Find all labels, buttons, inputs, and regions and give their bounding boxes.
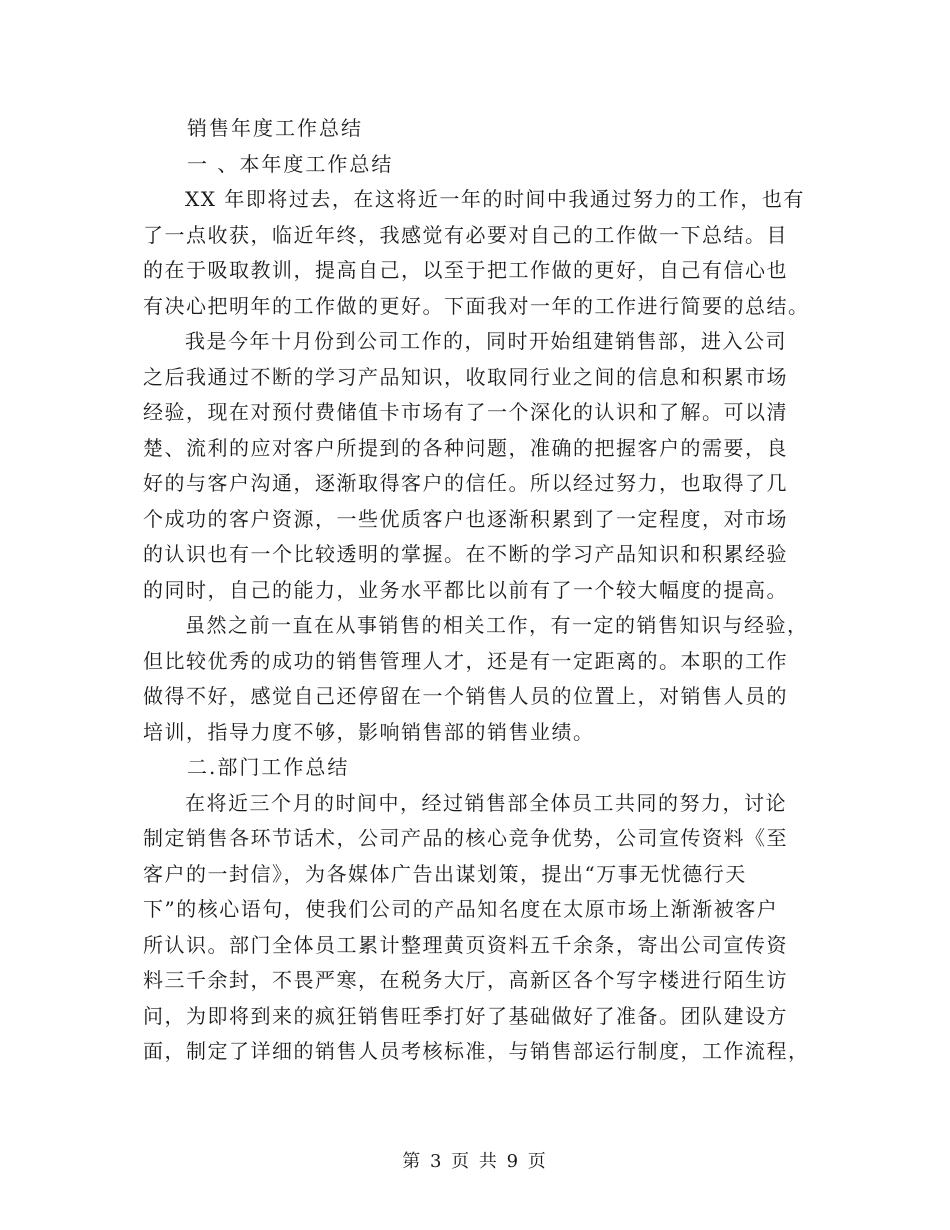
section-heading: 销售年度工作总结 (187, 116, 363, 140)
document-body (143, 111, 813, 1070)
paragraph-line: 培训，指导力度不够，影响销售部的销售业绩。 (143, 719, 595, 744)
paragraph-line: 所认识。部门全体员工累计整理黄页资料五千余条，寄出公司宣传资 (143, 932, 788, 957)
paragraph-line: 虽然之前一直在从事销售的相关工作，有一定的销售知识与经验， (185, 613, 809, 637)
paragraph-line: 但比较优秀的成功的销售管理人才，还是有一定距离的。本职的工作 (143, 648, 788, 673)
paragraph-line: 问，为即将到来的疯狂销售旺季打好了基础做好了准备。团队建设方 (143, 1003, 788, 1028)
paragraph-line: 下”的核心语句，使我们公司的产品知名度在太原市场上渐渐被客户 (143, 897, 779, 921)
paragraph-line: XX 年即将过去，在这将近一年的时间中我通过努力的工作，也有 (185, 187, 805, 211)
section-heading: 一 、本年度工作总结 (187, 151, 394, 176)
page-number-label: 第 3 页 共 9 页 (402, 1151, 548, 1172)
paragraph-line: 有决心把明年的工作做的更好。下面我对一年的工作进行简要的总结。 (143, 293, 810, 318)
page-footer (0, 1147, 950, 1173)
paragraph-line: 个成功的客户资源，一些优质客户也逐渐积累到了一定程度，对市场 (143, 506, 788, 531)
paragraph-line: 料三千余封，不畏严寒，在税务大厅，高新区各个写字楼进行陌生访 (143, 968, 788, 992)
paragraph-line: 的同时，自己的能力，业务水平都比以前有了一个较大幅度的提高。 (143, 577, 788, 602)
paragraph-line: 好的与客户沟通，逐渐取得客户的信任。所以经过努力，也取得了几 (143, 471, 788, 495)
paragraph-line: 制定销售各环节话术，公司产品的核心竞争优势，公司宣传资料《至 (143, 826, 788, 850)
paragraph-line: 面，制定了详细的销售人员考核标准，与销售部运行制度，工作流程， (143, 1039, 810, 1063)
paragraph-line: 做得不好，感觉自己还停留在一个销售人员的位置上，对销售人员的 (143, 684, 788, 708)
paragraph-line: 在将近三个月的时间中，经过销售部全体员工共同的努力，讨论 (185, 790, 787, 815)
paragraph-line: 我是今年十月份到公司工作的，同时开始组建销售部，进入公司 (185, 329, 787, 353)
paragraph-line: 楚、流利的应对客户所提到的各种问题，准确的把握客户的需要，良 (143, 435, 788, 460)
paragraph-line: 之后我通过不断的学习产品知识，收取同行业之间的信息和积累市场 (143, 364, 788, 389)
paragraph-line: 经验，现在对预付费储值卡市场有了一个深化的认识和了解。可以清 (143, 400, 788, 424)
paragraph-line: 了一点收获，临近年终，我感觉有必要对自己的工作做一下总结。目 (143, 222, 788, 247)
paragraph-line: 客户的一封信》，为各媒体广告出谋划策，提出“万事无忧德行天 (143, 861, 747, 886)
section-heading: 二.部门工作总结 (187, 755, 350, 779)
paragraph-line: 的认识也有一个比较透明的掌握。在不断的学习产品知识和积累经验 (143, 542, 788, 566)
paragraph-line: 的在于吸取教训，提高自己，以至于把工作做的更好，自己有信心也 (143, 258, 788, 282)
